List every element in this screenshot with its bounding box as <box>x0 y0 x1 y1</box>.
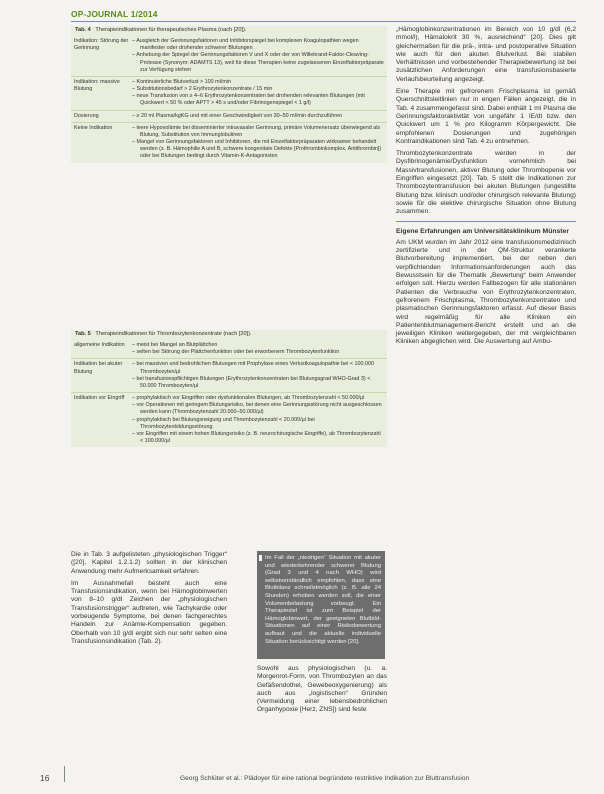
row-item: – Ausgleich der Gerinnungsfaktoren und Inhibitorspiegel bei komplexen Koagulopathien wegen manifester oder drohender schwerer Blutungen <box>132 38 384 52</box>
table-number: Tab. 5 <box>75 331 91 337</box>
page-number: 16 <box>40 773 50 783</box>
box-marker-icon <box>259 555 262 561</box>
row-label: Indikation: massive Blutung <box>74 78 120 93</box>
table-row <box>71 36 387 76</box>
running-footer: Georg Schlüter et al.: Plädoyer für eine rational begründete restriktive Indikation zur Bluttransfusion <box>180 775 470 782</box>
row-item: – selten bei Störung der Plättchenfunktion oder bei erworbenem Thrombozytenfunktion <box>132 349 384 356</box>
row-label: Dosierung <box>74 112 99 119</box>
table-title: Therapieindikationen für Thrombozytenkonzentrate (nach [20]). <box>95 331 252 337</box>
table-row <box>71 76 387 110</box>
table-caption <box>71 26 387 36</box>
header-rule <box>71 21 576 22</box>
paragraph: Am UKM wurden im Jahr 2012 eine transfusionsmedizinisch zertifizierte und in der QM-Struktur verankerte Blutvorbereitung implementiert, bei der neben den verpflichtenden Informationsanforderungen auch das Bewusstsein für die Thematik „Bewertung“ beim Anwender erfolgen soll. Hierzu werden Fallbezogen für alle stationären Patienten die Verbrauche von Erythrozytenkonzentraten, gefrorenem Frischplasma, Thrombozytenkonzentraten und plasmatischen Gerinnungsfaktoren erfasst. Auf dieser Basis wird regelmäßig für alle Kliniken ein Patientenblutmanagement-Bericht erstellt und an die jeweiligen Kliniken weitergegeben, der mit vergleichbaren Kliniken abgeglichen wird. Die Auswertung auf Ambu- <box>396 238 576 346</box>
table-row <box>71 358 387 392</box>
row-label: Indikation bei akuter Blutung <box>74 361 123 375</box>
paragraph: Die in Tab. 3 aufgelisteten „physiologischen Trigger“ ([20], Kapitel 1.2.1.2) sollten in der klinischen Anwendung mehr Aufmerksamkeit erfahren. <box>71 551 227 575</box>
section-heading: Eigene Erfahrungen am Universitätsklinikum Münster <box>396 227 569 235</box>
row-content <box>132 361 387 390</box>
row-label: Indikation vor Eingriff <box>74 395 125 402</box>
table-5 <box>71 330 387 447</box>
row-content <box>132 79 387 108</box>
row-item: – vor Operationen mit geringem Blutungsrisiko, bei denen eine Gerinnungsstörung nicht ausgeschlossen werden kann (Thrombozytenzahl 20.000–50.000/µl) <box>132 402 384 416</box>
table-body <box>71 36 387 162</box>
highlight-box <box>257 551 385 659</box>
row-item: – bei transfusionspflichtigen Blutungen (Erythrozytenkonzentraten bei Blutungsgrad WHO-Grad 3) < 50.000 Thrombozyten/µl <box>132 376 384 390</box>
row-content <box>132 395 387 445</box>
row-item: – prophylaktisch bei Blutungsneigung und Thrombozytenzahl < 20.000/µl bei Thrombozytenbildungsstörung <box>132 417 384 431</box>
row-item: – bei massiven und bedrohlichen Blutungen mit Prophylaxe eines Verlustkoagulopathie bei < 100.000 Thrombozyten/µl <box>132 361 384 375</box>
journal-header: OP-JOURNAL 1/2014 <box>71 9 158 19</box>
table-row <box>71 392 387 447</box>
paragraph: Eine Therapie mit gefrorenem Frischplasma ist gemäß Querschnittsleitlinien nur in engen Fällen angezeigt, die in Tab. 4 zusammengefasst sind. Dabei enthält 1 ml Plasma die Gerinnungsfaktoraktivität von ungefähr 1 IE/dl bzw. den Quickwert um 1 % pro Kilogramm Körpergewicht. Die empfohlenen Dosierungen und zugehörigen Kontraindikationen sind Tab. 4 zu entnehmen. <box>396 88 576 145</box>
table-body <box>71 340 387 447</box>
table-4 <box>71 26 387 163</box>
left-column <box>71 551 227 650</box>
row-item: – Kontinuierliche Blutverlust > 100 ml/min <box>132 79 384 86</box>
paragraph: Sowohl aus physiologischen (u. a. Morgenrot-Form, von Thrombozyten an das Gefäßendothel, Gewebeoxygenierung) als auch aus „logistischen“ Gründen (Vermeidung einer lebensbedrohlichen Organhypoxie [Herz, ZNS]) sind feste <box>257 665 387 714</box>
paragraph: „Hämoglobinkonzentrationen im Bereich von 10 g/dl (6,2 mmol/l), Hämatokrit 30 %, ausreichend“ [20]. Dies gilt gleichermaßen für die prä-, intra- und postoperative Situation wie auch für den akuten Blutverlust. Bei stabilen Verhältnissen und vorbestehender Therapiebewertung ist bei zusätzlichen Anforderungen eine transfusionsbasierte Verlaufsbeurteilung angezeigt. <box>396 26 576 83</box>
paragraph: Im Ausnahmefall besteht auch eine Transfusionsindikation, wenn bei Hämoglobinwerten von 8–10 g/dl Zeichen der „physiologischen Transfusionstrigger“ auftreten, wie Tachykardie oder vorbeugende Symptome, bei denen fachgerechtes Handeln zur Anämie-Kompensation gegeben. Oberhalb von 10 g/dl ergibt sich nur sehr selten eine Transfusionsindikation (Tab. 2). <box>71 579 227 645</box>
middle-column <box>257 665 387 719</box>
table-row <box>71 122 387 163</box>
table-number: Tab. 4 <box>75 27 91 33</box>
row-content <box>132 342 387 356</box>
footer-rule <box>64 766 65 782</box>
row-item: – prophylaktisch vor Eingriffen oder dysfunktionalen Blutungen, ab Thrombozytenzahl < 50.000/µl <box>132 395 384 402</box>
right-column <box>396 26 576 351</box>
row-content <box>132 38 387 74</box>
table-title: Therapieindikationen für therapeutisches Plasma (nach [20]). <box>95 27 247 33</box>
row-label: Indikation: Störung der Gerinnung <box>74 38 129 52</box>
row-item: – vor Eingriffen mit einem hohen Blutungsrisiko (z. B. neurochirurgische Eingriffe), ab Thrombozytenzahl < 100.000/µl <box>132 431 384 445</box>
paragraph: Thrombozytenkonzentrate werden in der Dysfibrinogenämie/Dysfunktion vornehmlich bei Massivtransfusionen, aktiver Blutung oder Thrombopenie vor Eingriffen eingesetzt [20]. Tab. 5 stellt die Indikationen zur Thrombozytentransfusion bei akuten Blutungen (ungestillte Blutung bzw. klinisch und/oder chirurgisch relevante Blutung) sowie für die elektive chirurgische Situation ohne Blutung zusammen. <box>396 150 576 216</box>
row-item: – leere Hypovolämie bei disseminierter intravasaler Gerinnung, primäre Volumenersatz überwiegend als Blutung, Substitution von Immunglobulinen <box>132 125 384 139</box>
row-item: – meist bei Mangel an Blutplättchen <box>132 342 384 349</box>
table-row <box>71 340 387 358</box>
row-item: – ≥ 20 ml Plasma/kgKG und mit einer Geschwindigkeit von 30–50 ml/min durchzuführen <box>132 113 384 120</box>
row-label: Keine Indikation <box>74 124 113 131</box>
row-item: – neue Transfusion von ≥ 4–6 Erythrozytenkonzentraten bei drohenden relevanten Blutungen (mit Quickwert < 50 % oder APTT > 45 s und/oder Fibrinogenspiegel < 1 g/l) <box>132 93 384 107</box>
box-text: Im Fall der „niedrigen“ Situation mit akuter und wiederkehrender schwerer Blutung (Grad 3 und 4 nach WHO) wird selbstverständlich empfohlen, dass eine Blutbilanz schnellstmöglich (z. B. alle 24 Stunden) erhoben werden soll, die einer Volumenbelastung vorbeugt. Ein Therapieziel ist zum Beispiel der Hämoglobinwert, der geeigneten Blutbild-Situationen auf einer Risikobewertung aufbaut und die aktuelle individuelle Situation berücksichtigt werden [20]. <box>265 555 381 645</box>
table-row <box>71 110 387 122</box>
section-rule <box>396 221 576 222</box>
row-item: – Mangel von Gerinnungsfaktoren und Inhibitoren, die mit Einzelfaktorpräparaten wirksamer behandelt werden (z. B. Hämophilie A und B, schwere kongenitale Defekte [Prothrombinkomplex, Antithrombin]) oder bei Blutungen bedingt durch Vitamin-K-Antagonisten <box>132 139 384 160</box>
row-item: – Substitutionsbedarf > 2 Erythrozytenkonzentrate / 15 min <box>132 86 384 93</box>
row-item: – Anhebung der Spiegel der Gerinnungsfaktoren V und X oder der von Willebrand-Faktor-Cleaving-Protease (Synonym: ADAMTS 13), weil für diese Therapien keine zugelassenen Einzelfaktorpräparate zur Verfügung stehen <box>132 52 384 73</box>
table-caption <box>71 330 387 340</box>
row-label: allgemeine Indikation <box>74 342 125 349</box>
row-content <box>132 113 387 120</box>
row-content <box>132 125 387 161</box>
